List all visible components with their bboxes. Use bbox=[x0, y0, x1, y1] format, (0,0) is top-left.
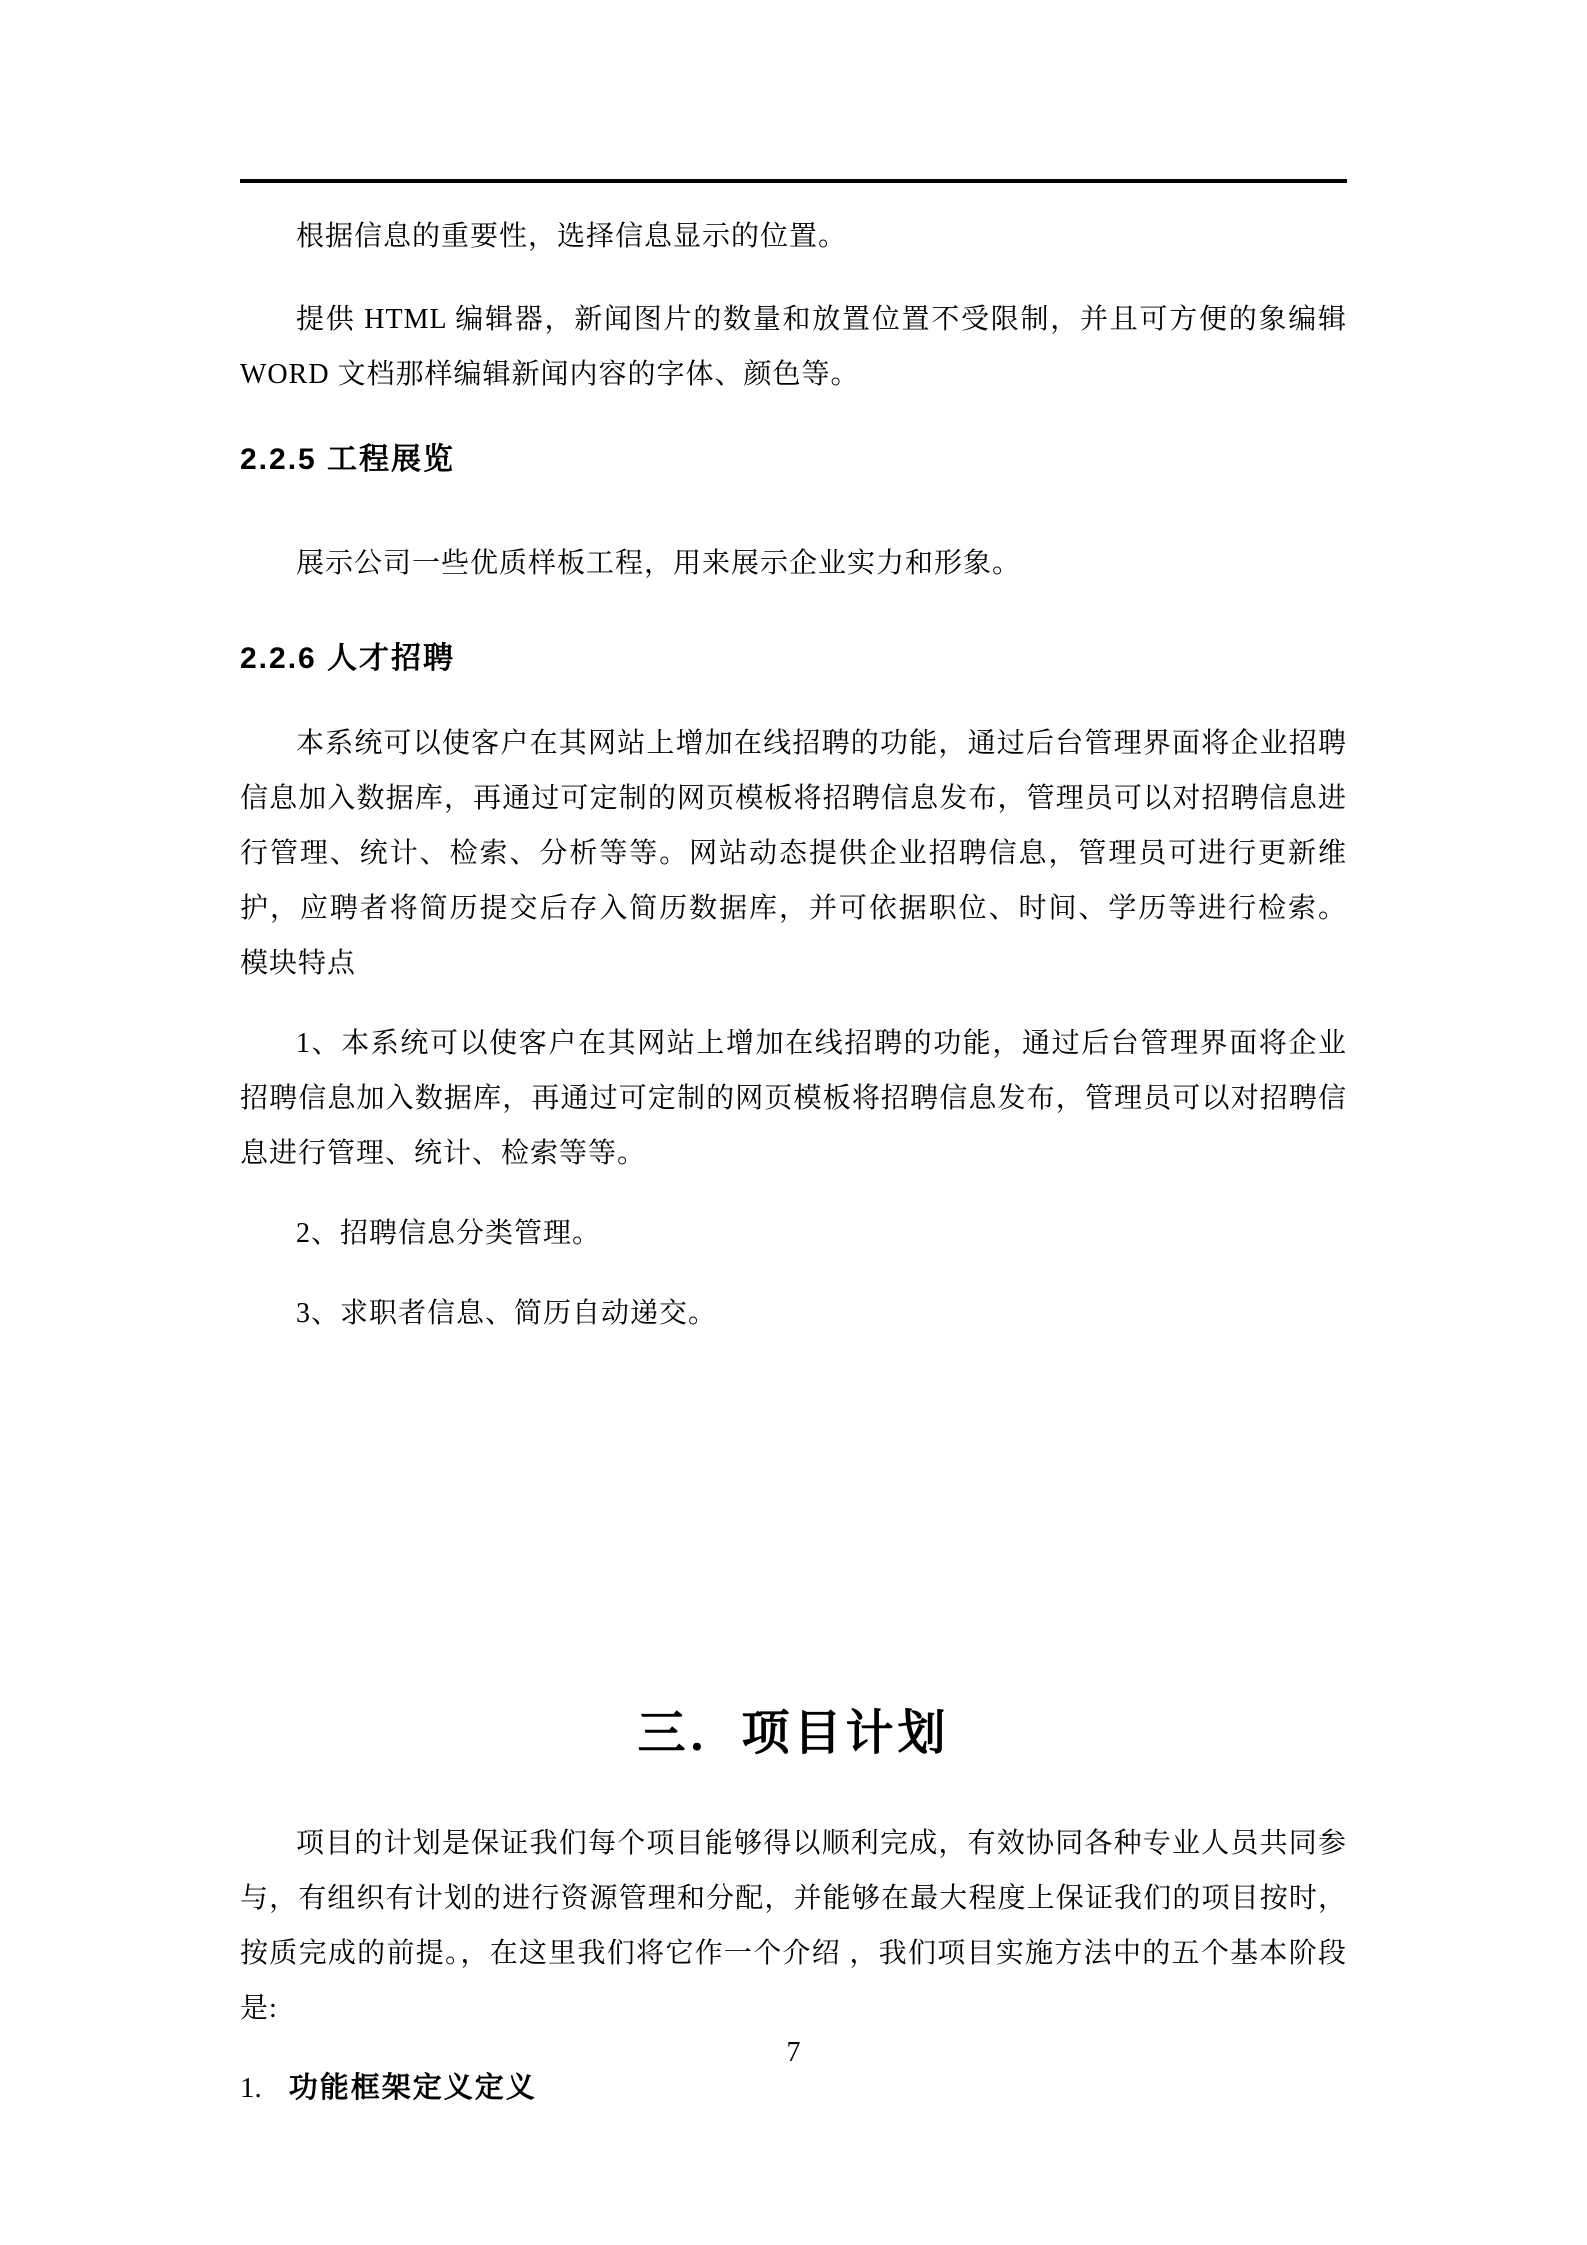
chapter-title-project-plan: 三．项目计划 bbox=[637, 1707, 950, 1760]
list-item-recruitment-feature-2: 2、招聘信息分类管理。 bbox=[296, 1218, 602, 1249]
header-rule bbox=[240, 179, 1347, 183]
numbered-heading-label: 功能框架定义定义 bbox=[288, 2072, 537, 2104]
list-item-recruitment-feature-1: 1、本系统可以使客户在其网站上增加在线招聘的功能，通过后台管理界面将企业招聘信息加入数据库，再通过可定制的网页模板将招聘信息发布，管理员可以对招聘信息进行管理、统计、检索等等。 bbox=[240, 1028, 1347, 1169]
paragraph-info-position: 根据信息的重要性，选择信息显示的位置。 bbox=[296, 221, 848, 252]
paragraph-html-editor: 提供 HTML 编辑器，新闻图片的数量和放置位置不受限制，并且可方便的象编辑 WORD 文档那样编辑新闻内容的字体、颜色等。 bbox=[240, 304, 1347, 390]
list-item-recruitment-feature-3: 3、求职者信息、简历自动递交。 bbox=[296, 1298, 718, 1329]
numbered-heading-number: 1. bbox=[240, 2072, 262, 2104]
document-content bbox=[240, 0, 1347, 2116]
paragraph-recruitment-overview: 本系统可以使客户在其网站上增加在线招聘的功能，通过后台管理界面将企业招聘信息加入数据库，再通过可定制的网页模板将招聘信息发布，管理员可以对招聘信息进行管理、统计、检索、分析等等。网站动态提供企业招聘信息，管理员可进行更新维护，应聘者将简历提交后存入简历数据库，并可依据职位、时间、学历等进行检索。 模块特点 bbox=[240, 728, 1347, 979]
page-number: 7 bbox=[786, 2037, 801, 2068]
numbered-heading-function-framework bbox=[240, 2061, 1347, 2116]
heading-2-2-6-recruitment: 2.2.6 人才招聘 bbox=[240, 642, 456, 675]
paragraph-engineering-exhibition: 展示公司一些优质样板工程，用来展示企业实力和形象。 bbox=[296, 548, 1022, 579]
paragraph-project-plan-intro: 项目的计划是保证我们每个项目能够得以顺利完成，有效协同各种专业人员共同参与，有组织有计划的进行资源管理和分配，并能够在最大程度上保证我们的项目按时，按质完成的前提。，在这里我们将它作一个介绍 ，我们项目实施方法中的五个基本阶段是: bbox=[240, 1828, 1347, 2024]
heading-2-2-5-engineering-exhibition: 2.2.5 工程展览 bbox=[240, 443, 456, 476]
